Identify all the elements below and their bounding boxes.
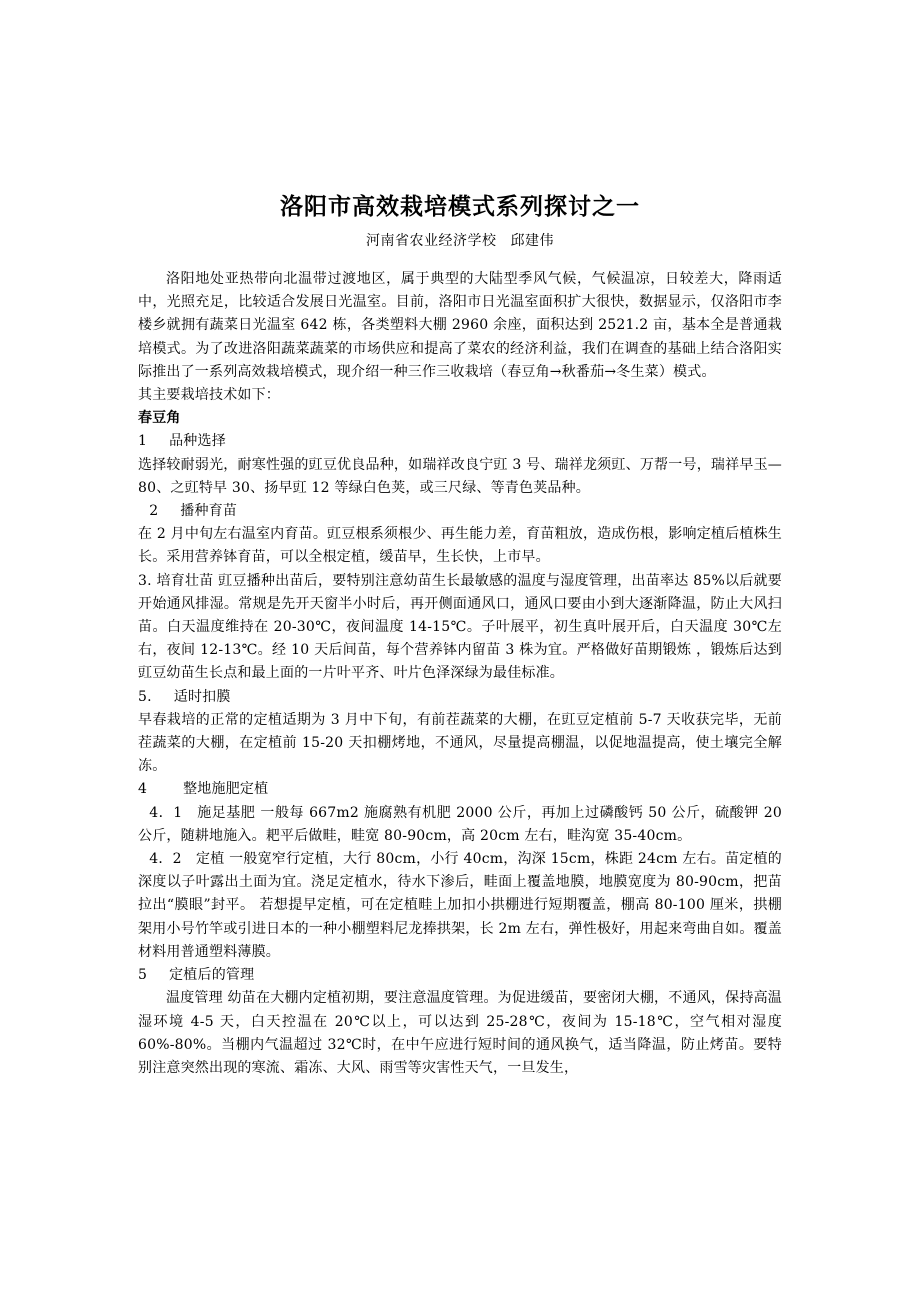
paragraph-4-2: 4．2 定植 一般宽窄行定植，大行 80cm，小行 40cm，沟深 15cm，株距 24cm 左右。苗定植的深度以子叶露出土面为宜。浇足定植水，待水下渗后，畦面上覆盖地膜，地膜宽度为 80-90cm，把苗拉出“膜眼”封平。 若想提早定植，可在定植畦上加扣小拱棚进行短期覆盖，棚高 80-100 厘米，拱棚架用小号竹竿或引进日本的一种小棚塑料尼龙捧拱架，长 2m 左右，弹性极好，用起来弯曲自如。覆盖材料用普通塑料薄膜。 — [138, 851, 782, 960]
heading-5a — [138, 686, 782, 709]
paragraph-1: 选择较耐弱光，耐寒性强的豇豆优良品种，如瑞祥改良宁豇 3 号、瑞祥龙须豇、万帮一号，瑞祥早玉—80、之豇特早 30、扬早豇 12 等绿白色荚，或三尺绿、等青色荚品种。 — [138, 456, 782, 496]
intro-paragraph: 洛阳地处亚热带向北温带过渡地区，属于典型的大陆型季风气候，气候温凉，日较差大，降雨适中，光照充足，比较适合发展日光温室。目前，洛阳市日光温室面积扩大很快，数据显示，仅洛阳市李楼乡就拥有蔬菜日光温室 642 栋，各类塑料大棚 2960 余座，面积达到 2521.2 亩，基本全是普通栽培模式。为了改进洛阳蔬菜蔬菜的市场供应和提高了菜农的经济利益，我们在调查的基础上结合洛阳实际推出了一系列高效栽培模式，现介绍一种三作三收栽培（春豆角→秋番茄→冬生菜）模式。 — [138, 271, 782, 380]
heading-4-title: 整地施肥定植 — [183, 781, 269, 798]
heading-4-number: 4 — [138, 781, 148, 798]
heading-5b — [138, 964, 782, 987]
heading-4 — [138, 778, 782, 801]
heading-5a-number: 5. — [138, 688, 152, 705]
document-title: 洛阳市高效栽培模式系列探讨之一 — [280, 194, 640, 220]
heading-2 — [138, 500, 782, 523]
author-organization: 河南省农业经济学校 — [366, 233, 497, 249]
paragraph-4-1: 4．1 施足基肥 一般每 667m2 施腐熟有机肥 2000 公斤，再加上过磷酸钙 50 公斤，硫酸钾 20 公斤，随耕地施入。耙平后做畦，畦宽 80-90cm，高 20cm 左右，畦沟宽 35-40cm。 — [138, 804, 782, 844]
author-name: 邱建伟 — [510, 233, 554, 249]
paragraph-5b: 温度管理 幼苗在大棚内定植初期，要注意温度管理。为促进缓苗，要密闭大棚，不通风，保持高温湿环境 4-5 天，白天控温在 20℃以上，可以达到 25-28℃，夜间为 15-18℃，空气相对湿度 60%-80%。当棚内气温超过 32℃时，在中午应进行短时间的通风换气，适当降温，防止烤苗。要特别注意突然出现的寒流、霜冻、大风、雨雪等灾害性天气，一旦发生， — [138, 990, 782, 1076]
document-page — [138, 190, 782, 1080]
heading-1-title: 品种选择 — [169, 433, 226, 450]
heading-5b-title: 定植后的管理 — [169, 967, 255, 984]
heading-1 — [138, 430, 782, 453]
heading-5b-number: 5 — [138, 967, 148, 984]
paragraph-5a: 早春栽培的正常的定植适期为 3 月中下旬，有前茬蔬菜的大棚，在豇豆定植前 5-7 天收获完毕，无前茬蔬菜的大棚，在定植前 15-20 天扣棚烤地，不通风，尽量提高棚温，以促地温提高，使土壤完全解冻。 — [138, 711, 782, 775]
main-tech-line: 其主要栽培技术如下： — [138, 387, 280, 404]
heading-2-title: 播种育苗 — [180, 503, 238, 520]
section-title: 春豆角 — [138, 410, 181, 427]
paragraph-2: 在 2 月中旬左右温室内育苗。豇豆根系须根少、再生能力差，育苗粗放，造成伤根，影响定植后植株生长。采用营养钵育苗，可以全根定植，缓苗早，生长快，上市早。 — [138, 526, 782, 566]
paragraph-3: 3. 培育壮苗 豇豆播种出苗后，要特别注意幼苗生长最敏感的温度与湿度管理，出苗率达 85%以后就要开始通风排湿。常规是先开天窗半小时后，再开侧面通风口，通风口要由小到大逐渐降温，防止大风扫苗。白天温度维持在 20-30℃，夜间温度 14-15℃。子叶展平，初生真叶展开后，白天温度 30℃左右，夜间 12-13℃。经 10 天后间苗，每个营养钵内留苗 3 株为宜。严格做好苗期锻炼 ，锻炼后达到豇豆幼苗生长点和最上面的一片叶平齐、叶片色泽深绿为最佳标准。 — [138, 572, 782, 682]
author-line — [138, 230, 782, 252]
heading-5a-title: 适时扣膜 — [173, 688, 231, 705]
heading-1-number: 1 — [138, 433, 148, 450]
heading-2-number: 2 — [149, 503, 159, 520]
